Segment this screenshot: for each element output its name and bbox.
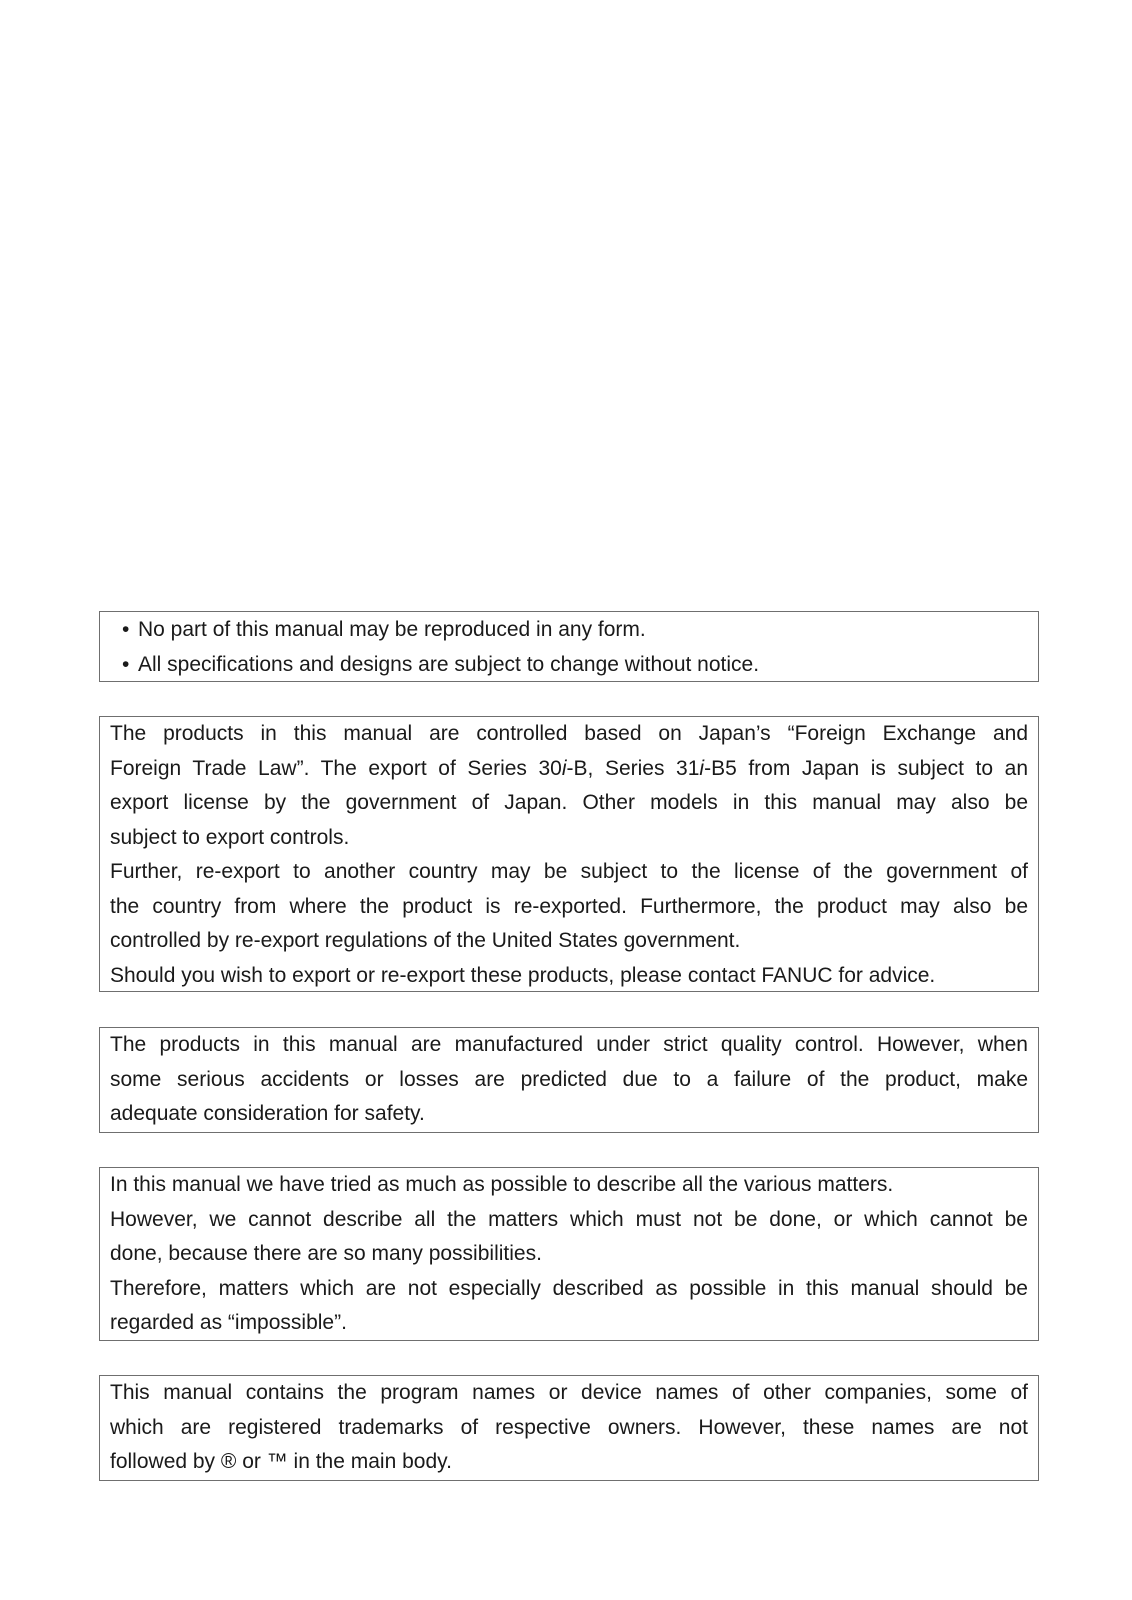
- impossible-line-1: In this manual we have tried as much as possible to describe all the various matters.: [110, 1173, 894, 1196]
- impossible-line-5: regarded as “impossible”.: [110, 1311, 347, 1334]
- export-line-2-part-a: Foreign Trade Law”. The export of Series 30: [110, 756, 562, 780]
- impossible-line-4: Therefore, matters which are not especially described as possible in this manual should be: [110, 1276, 1028, 1300]
- impossible-line-2: However, we cannot describe all the matters which must not be done, or which cannot be: [110, 1207, 1028, 1231]
- export-line-6: the country from where the product is re-exported. Furthermore, the product may also be: [110, 894, 1028, 918]
- series-suffix-italic: i: [561, 756, 567, 780]
- export-line-7: controlled by re-export regulations of the United States government.: [110, 929, 741, 952]
- export-line-2: [110, 752, 1028, 787]
- quality-control-notice-box: [99, 1027, 1039, 1133]
- series-suffix-italic: i: [699, 756, 705, 780]
- bullet-icon: •: [122, 618, 130, 641]
- trademark-line-3: followed by ® or ™ in the main body.: [110, 1450, 452, 1473]
- bullet-icon: •: [122, 653, 130, 676]
- impossible-line-3: done, because there are so many possibilities.: [110, 1242, 542, 1265]
- export-line-4: subject to export controls.: [110, 825, 350, 849]
- impossible-matters-notice-box: [99, 1167, 1039, 1341]
- export-line-2-part-b: -B, Series 31: [566, 756, 700, 780]
- export-line-5: Further, re-export to another country may be subject to the license of the government of: [110, 860, 1028, 883]
- notice-item-text: All specifications and designs are subject to change without notice.: [138, 653, 760, 676]
- export-control-notice-box: [99, 716, 1039, 992]
- general-notice-box: [99, 611, 1039, 682]
- export-line-3: export license by the government of Japan. Other models in this manual may also be: [110, 791, 1028, 814]
- export-line-1: The products in this manual are controlled based on Japan’s “Foreign Exchange and: [110, 722, 1028, 745]
- export-line-8: Should you wish to export or re-export these products, please contact FANUC for advice.: [110, 963, 936, 987]
- trademarks-notice-box: [99, 1375, 1039, 1481]
- quality-line-3: adequate consideration for safety.: [110, 1102, 425, 1125]
- quality-line-1: The products in this manual are manufactured under strict quality control. However, when: [110, 1033, 1028, 1056]
- notice-item-specifications: [110, 647, 1028, 682]
- notice-item-text: No part of this manual may be reproduced in any form.: [138, 618, 646, 641]
- notice-item-reproduction: [110, 612, 1028, 647]
- export-line-2-part-c: -B5 from Japan is subject to an: [704, 756, 1028, 780]
- quality-line-2: some serious accidents or losses are predicted due to a failure of the product, make: [110, 1067, 1028, 1091]
- trademark-line-2: which are registered trademarks of respective owners. However, these names are not: [110, 1415, 1028, 1439]
- trademark-line-1: This manual contains the program names or device names of other companies, some of: [110, 1381, 1028, 1404]
